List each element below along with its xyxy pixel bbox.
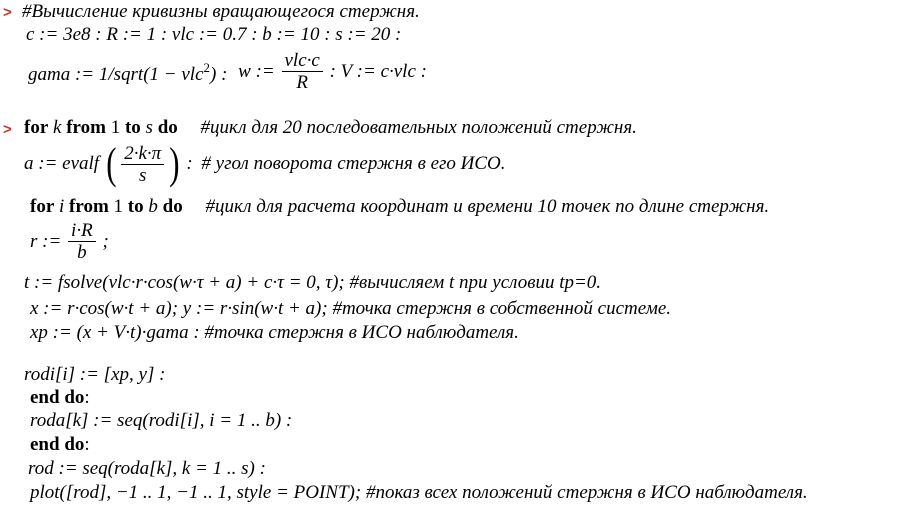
kw-do: do: [157, 117, 178, 138]
from-value: 1: [110, 117, 121, 138]
kw-for: for: [30, 196, 55, 217]
end-do-outer[interactable]: [30, 434, 90, 456]
rodi-expression: rodi[i] := [xp, y] :: [24, 364, 166, 385]
math-input-rodi[interactable]: [24, 364, 165, 386]
from-value: 1: [113, 196, 124, 217]
to-value: s: [145, 117, 153, 138]
math-input-xy[interactable]: [30, 298, 671, 320]
comment-text: #Вычисление кривизны вращающегося стержня.: [22, 1, 420, 22]
to-value: b: [148, 196, 158, 217]
for-k-comment: #цикл для 20 последовательных положений стержня.: [200, 117, 637, 138]
kw-do: do: [162, 196, 183, 217]
rod-expression: rod := seq(roda[k], k = 1 .. s) :: [28, 458, 266, 479]
kw-end-do: end do: [30, 434, 85, 455]
kw-to: to: [124, 117, 141, 138]
xp-expression: xp := (x + V·t)·gama : #точка стержня в ИСО наблюдателя.: [30, 322, 519, 343]
math-input-constants[interactable]: [26, 24, 401, 46]
kw-from: from: [69, 196, 109, 217]
w-numerator: vlc·c: [282, 50, 323, 72]
kw-to: to: [127, 196, 144, 217]
constants-expression: c := 3e8 : R := 1 : vlc := 0.7 : b := 10 : s := 20 :: [26, 24, 402, 45]
a-fraction: [121, 143, 164, 186]
math-input-xp[interactable]: [30, 322, 519, 344]
r-lhs: r :=: [30, 230, 62, 252]
gama-lhs: gama := 1/sqrt(1 − vlc: [28, 64, 204, 85]
right-paren: ): [169, 139, 180, 188]
for-i-comment: #цикл для расчета координат и времени 10 точек по длине стержня.: [205, 196, 770, 217]
math-input-plot[interactable]: [30, 482, 808, 504]
a-numerator: 2·k·π: [121, 143, 164, 165]
gama-rhs: ) :: [210, 64, 228, 85]
math-input-angle[interactable]: [24, 139, 506, 194]
math-input-fsolve[interactable]: [24, 272, 601, 294]
input-prompt-2[interactable]: >: [3, 121, 12, 138]
fsolve-expression: t := fsolve(vlc·r·cos(w·τ + a) + c·τ = 0, τ); #вычисляем t при условии tp=0.: [24, 272, 602, 293]
r-fraction: [68, 220, 96, 263]
a-denominator: s: [139, 164, 147, 186]
roda-expression: roda[k] := seq(rodi[i], i = 1 .. b) :: [30, 410, 293, 431]
w-rhs: : V := c·vlc :: [329, 60, 427, 82]
w-denominator: R: [296, 72, 308, 93]
var-i: i: [59, 196, 65, 217]
var-k: k: [53, 117, 62, 138]
end-do-colon: :: [84, 434, 90, 455]
kw-from: from: [66, 117, 106, 138]
gama-exponent: 2: [203, 60, 211, 75]
kw-for: for: [24, 117, 49, 138]
for-i-loop-header[interactable]: [30, 196, 769, 218]
w-lhs: w :=: [238, 60, 275, 82]
end-do-inner[interactable]: [30, 387, 90, 409]
input-prompt-1[interactable]: >: [3, 4, 12, 21]
math-input-rod[interactable]: [28, 458, 266, 480]
end-do-colon: :: [84, 387, 90, 408]
a-comment: # угол поворота стержня в его ИСО.: [201, 153, 506, 174]
left-paren: (: [106, 139, 117, 188]
w-fraction: [282, 50, 323, 93]
xy-expression: x := r·cos(w·t + a); y := r·sin(w·t + a); #точка стержня в собственной системе.: [30, 298, 672, 319]
math-input-r[interactable]: [30, 220, 109, 264]
r-denominator: b: [77, 242, 87, 263]
r-numerator: i·R: [68, 220, 96, 242]
kw-end-do: end do: [30, 387, 85, 408]
comment-line-curvature[interactable]: [22, 1, 420, 23]
a-rhs: :: [186, 153, 193, 174]
r-rhs: ;: [102, 230, 109, 252]
math-input-roda[interactable]: [30, 410, 292, 432]
a-lhs: a := evalf: [24, 153, 100, 174]
math-input-gama-w-v[interactable]: [28, 50, 427, 92]
plot-expression: plot([rod], −1 .. 1, −1 .. 1, style = POINT); #показ всех положений стержня в ИСО наблюдателя.: [30, 482, 808, 503]
for-k-loop-header[interactable]: [24, 117, 637, 139]
